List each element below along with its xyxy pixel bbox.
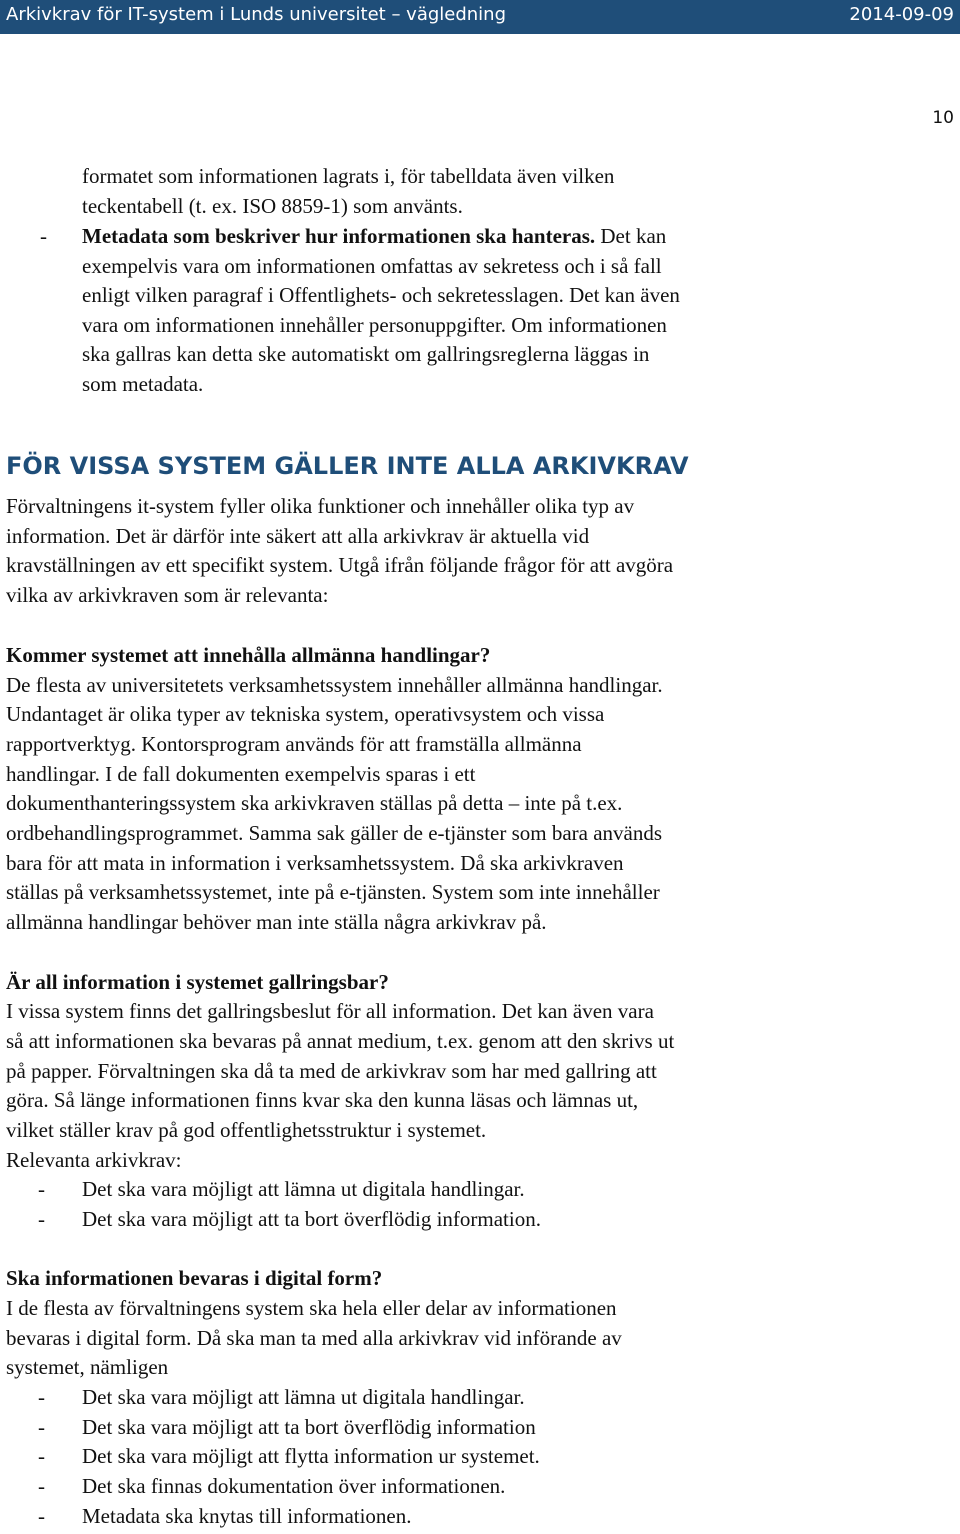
paragraph-line: dokumenthanteringssystem ska arkivkraven ställas på detta – inte på t.ex.: [6, 791, 623, 815]
section-intro-line: information. Det är därför inte säkert att alla arkivkrav är aktuella vid: [6, 524, 590, 548]
page-number: 10: [932, 108, 954, 128]
section-intro-line: vilka av arkivkraven som är relevanta:: [6, 583, 329, 607]
bullet-dash: -: [38, 1474, 45, 1499]
paragraph-line: handlingar. I de fall dokumenten exempelvis sparas i ett: [6, 762, 476, 786]
list-item-text: Metadata ska knytas till informationen.: [82, 1503, 412, 1528]
list-item: [6, 1413, 946, 1443]
list-item: [6, 1205, 946, 1235]
metadata-bullet-text: Det kan: [595, 224, 667, 248]
list-item: [6, 1383, 946, 1413]
requirements-list: [6, 1175, 946, 1234]
question-heading: Ska informationen bevaras i digital form?: [6, 1266, 383, 1290]
intro-line: exempelvis vara om informationen omfattas av sekretess och i så fall: [82, 254, 662, 278]
bullet-dash: -: [38, 1503, 45, 1528]
paragraph-line: De flesta av universitetets verksamhetssystem innehåller allmänna handlingar.: [6, 673, 663, 697]
bullet-dash: -: [38, 1414, 45, 1439]
bullet-dash: -: [38, 1385, 45, 1409]
intro-line: ska gallras kan detta ske automatiskt om gallringsreglerna läggas in: [82, 342, 650, 366]
list-item-text: Det ska vara möjligt att lämna ut digitala handlingar.: [82, 1177, 525, 1201]
paragraph-line: Undantaget är olika typer av tekniska system, operativsystem och vissa: [6, 702, 605, 726]
intro-line: formatet som informationen lagrats i, för tabelldata även vilken: [82, 164, 615, 188]
paragraph-line: vilket ställer krav på god offentlighetsstruktur i systemet.: [6, 1118, 487, 1142]
paragraph-line: systemet, nämligen: [6, 1355, 169, 1379]
section-intro-line: Förvaltningens it-system fyller olika funktioner och innehåller olika typ av: [6, 494, 635, 518]
requirements-list: [6, 1383, 946, 1531]
section-intro-line: kravställningen av ett specifikt system. Utgå ifrån följande frågor för att avgöra: [6, 553, 674, 577]
intro-line: enligt vilken paragraf i Offentlighets- och sekretesslagen. Det kan även: [82, 283, 680, 307]
metadata-bullet: [40, 222, 942, 252]
paragraph-line: I de flesta av förvaltningens system ska hela eller delar av informationen: [6, 1296, 617, 1320]
intro-line: teckentabell (t. ex. ISO 8859-1) som använts.: [82, 194, 463, 218]
list-item: [6, 1502, 946, 1532]
paragraph-line: bara för att mata in information i verksamhetssystem. Då ska arkivkraven: [6, 851, 624, 875]
bullet-dash: -: [40, 224, 47, 248]
paragraph-line: rapportverktyg. Kontorsprogram används för att framställa allmänna: [6, 732, 582, 756]
document-date: 2014-09-09: [849, 4, 954, 25]
list-item-text: Det ska vara möjligt att ta bort överflödig information: [82, 1414, 536, 1439]
section-heading: FÖR VISSA SYSTEM GÄLLER INTE ALLA ARKIVKRAV: [6, 452, 689, 480]
paragraph-line: I vissa system finns det gallringsbeslut för all information. Det kan även vara: [6, 999, 654, 1023]
intro-line: som metadata.: [82, 372, 204, 396]
question-heading: Är all information i systemet gallringsbar?: [6, 970, 389, 994]
paragraph-line: allmänna handlingar behöver man inte ställa några arkivkrav på.: [6, 910, 547, 934]
paragraph-line: bevaras i digital form. Då ska man ta med alla arkivkrav vid införande av: [6, 1326, 622, 1350]
page-header-bar: [0, 0, 960, 34]
bullet-dash: -: [38, 1444, 45, 1469]
bullet-dash: -: [38, 1177, 45, 1201]
paragraph-line: ordbehandlingsprogrammet. Samma sak gäller de e-tjänster som bara används: [6, 821, 663, 845]
paragraph-line: Relevanta arkivkrav:: [6, 1148, 182, 1172]
intro-line: vara om informationen innehåller personuppgifter. Om informationen: [82, 313, 667, 337]
list-item: [6, 1175, 946, 1205]
metadata-bullet-bold: Metadata som beskriver hur informationen ska hanteras.: [82, 224, 596, 248]
question-heading: Kommer systemet att innehålla allmänna handlingar?: [6, 643, 491, 667]
paragraph-line: göra. Så länge informationen finns kvar ska den kunna läsas och lämnas ut,: [6, 1088, 639, 1112]
list-item-text: Det ska finnas dokumentation över informationen.: [82, 1474, 506, 1499]
list-item-text: Det ska vara möjligt att lämna ut digitala handlingar.: [82, 1385, 525, 1409]
paragraph-line: på papper. Förvaltningen ska då ta med de arkivkrav som har med gallring att: [6, 1059, 657, 1083]
paragraph-line: ställas på verksamhetssystemet, inte på e-tjänsten. System som inte innehåller: [6, 880, 660, 904]
list-item: [6, 1442, 946, 1472]
document-title: Arkivkrav för IT-system i Lunds universitet – vägledning: [6, 4, 507, 25]
list-item-text: Det ska vara möjligt att ta bort överflödig information.: [82, 1206, 541, 1231]
bullet-dash: -: [38, 1206, 45, 1231]
paragraph-line: så att informationen ska bevaras på annat medium, t.ex. genom att den skrivs ut: [6, 1029, 675, 1053]
list-item-text: Det ska vara möjligt att flytta information ur systemet.: [82, 1444, 540, 1469]
list-item: [6, 1472, 946, 1502]
